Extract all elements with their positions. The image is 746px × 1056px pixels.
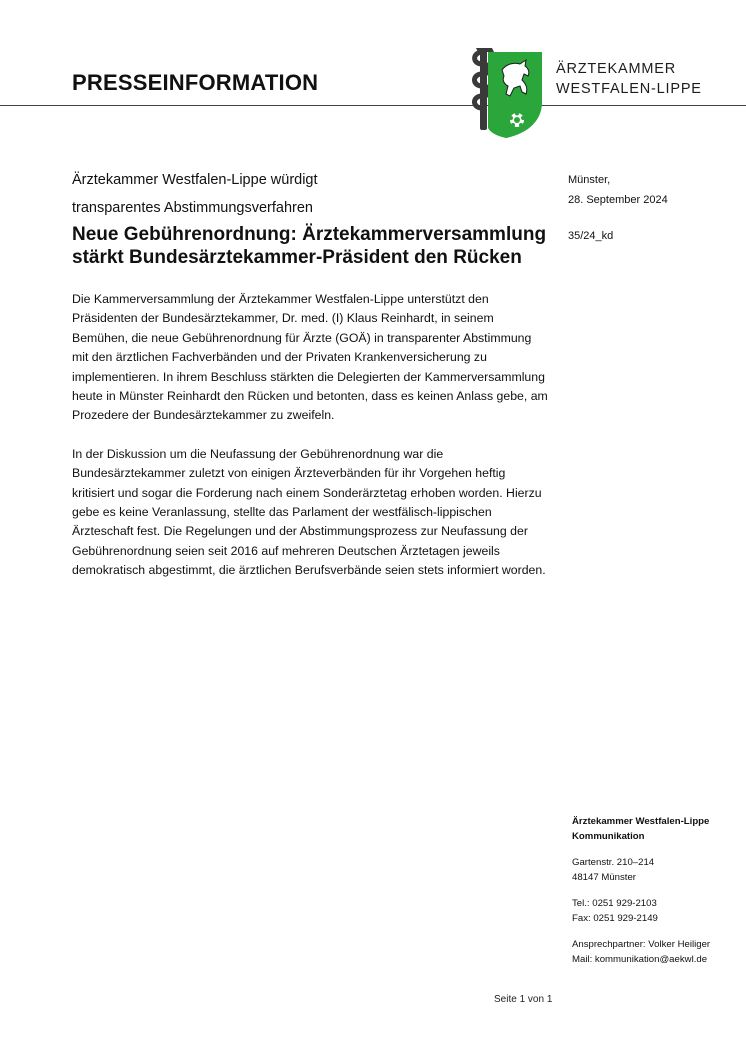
contact-tel: Tel.: 0251 929-2103 <box>572 898 657 909</box>
contact-person: Ansprechpartner: Volker Heiliger <box>572 939 711 950</box>
paragraph-2: In der Diskussion um die Neufassung der Gebührenordnung war die Bundesärztekammer zuletzt von einigen Ärzteverbänden für ihr Vorgehen heftig kritisiert und sogar die Forderung nach einem Sonderärztetag erhoben worden. Hierzu gebe es keine Veranlassung, stellte das Parlament der westfälisch-lippischen Ärzteschaft fest. Die Regelungen und der Abstimmungsprozess zur Neufassung der Gebührenordnung seien seit 2016 auf mehreren Deutschen Ärztetagen jeweils demokratisch abgestimmt, die ärztlichen Berufsverbände seien stets informiert worden. <box>72 446 546 578</box>
meta-place: Münster, <box>568 174 611 186</box>
meta-reference: 35/24_kd <box>568 230 614 242</box>
organization-name <box>556 59 702 99</box>
contact-block <box>572 815 710 979</box>
org-line-2: WESTFALEN-LIPPE <box>556 81 702 97</box>
meta-info <box>568 170 668 246</box>
headline: Neue Gebührenordnung: Ärztekammerversammlung stärkt Bundesärztekammer-Präsident den Rücken <box>72 224 547 268</box>
meta-date: 28. September 2024 <box>568 194 668 206</box>
chamber-logo-icon <box>470 44 546 140</box>
org-line-1: ÄRZTEKAMMER <box>556 61 676 77</box>
subtitle-line-2: transparentes Abstimmungsverfahren <box>72 200 313 216</box>
contact-street: Gartenstr. 210–214 <box>572 857 655 868</box>
paragraph-1: Die Kammerversammlung der Ärztekammer Westfalen-Lippe unterstützt den Präsidenten der Bundesärztekammer, Dr. med. (I) Klaus Reinhardt, in seinem Bemühen, die neue Gebührenordnung für Ärzte (GOÄ) in transparenter Abstimmung mit den ärztlichen Fachverbänden und der Privaten Krankenversicherung zu implementieren. In ihrem Beschluss stärkten die Delegierten der Kammerversammlung heute in Münster Reinhardt den Rücken und betonten, dass es keinen Anlass gebe, am Prozedere der Bundesärztekammer zu zweifeln. <box>72 292 548 423</box>
body-text <box>72 290 550 600</box>
contact-fax: Fax: 0251 929-2149 <box>572 912 658 924</box>
document-title: PRESSEINFORMATION <box>72 70 319 95</box>
contact-mail: Mail: kommunikation@aekwl.de <box>572 953 708 965</box>
header-divider <box>0 105 746 106</box>
page-number: Seite 1 von 1 <box>494 994 553 1005</box>
subtitle <box>72 166 318 222</box>
contact-dept: Kommunikation <box>572 830 645 842</box>
contact-org: Ärztekammer Westfalen-Lippe <box>572 816 710 827</box>
contact-city: 48147 Münster <box>572 871 636 883</box>
subtitle-line-1: Ärztekammer Westfalen-Lippe würdigt <box>72 172 318 188</box>
